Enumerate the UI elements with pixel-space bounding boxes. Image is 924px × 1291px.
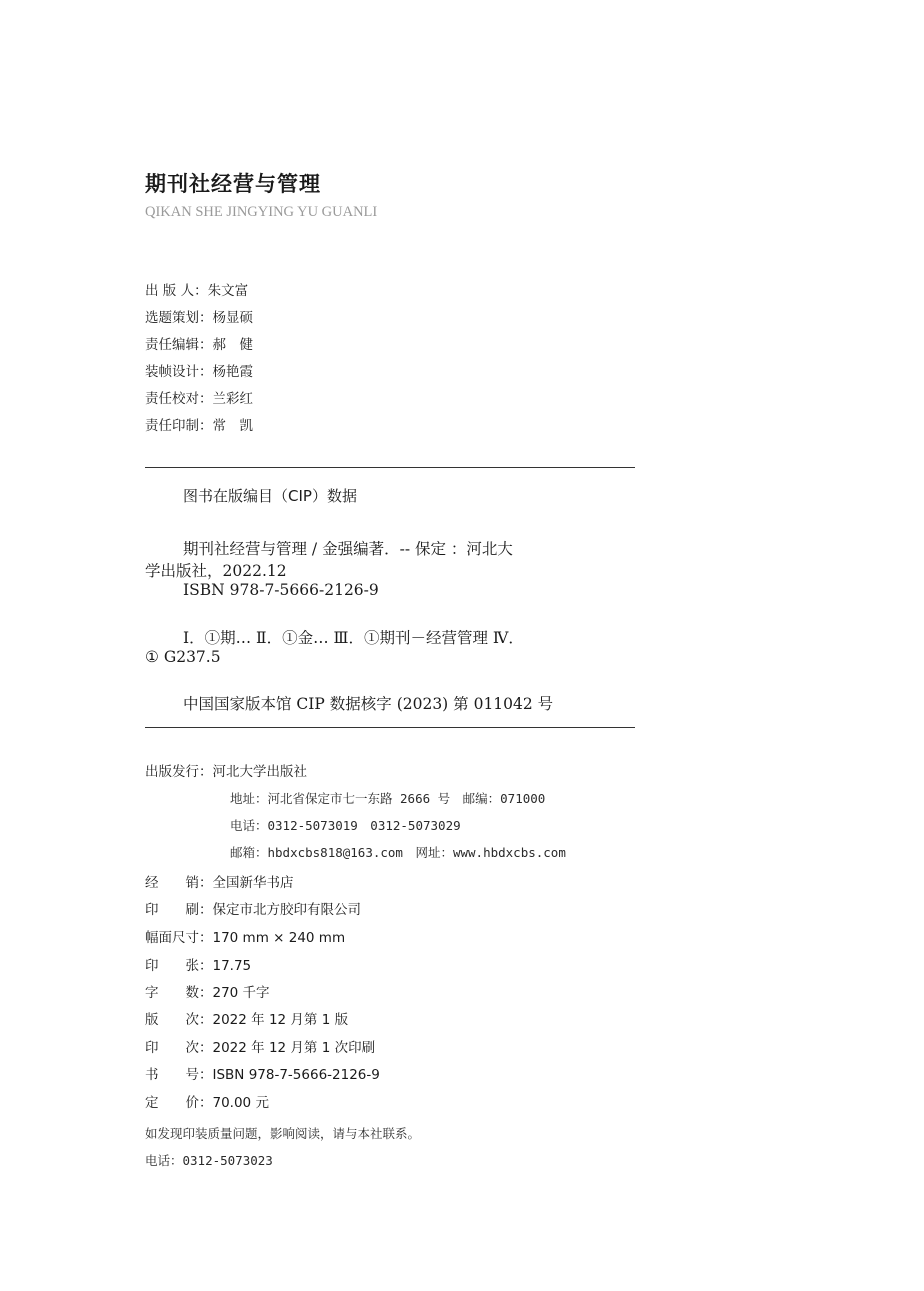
credit-editor: 责任编辑：郝 健 [145,337,253,353]
credit-printing: 责任印制：常 凯 [145,418,253,434]
credit-designer: 装帧设计：杨艳霞 [145,364,253,380]
cip-heading: 图书在版编目（CIP）数据 [183,487,357,505]
credit-proofreader: 责任校对：兰彩红 [145,391,253,407]
book-title-pinyin: QIKAN SHE JINGYING YU GUANLI [145,204,378,220]
cip-line-5: ① G237.5 [145,648,221,666]
cip-line-2: 学出版社，2022.12 [145,562,287,580]
cip-line-4: Ⅰ．①期… Ⅱ．①金… Ⅲ．①期刊－经营管理 Ⅳ． [183,629,524,647]
spec-printing: 印 次：2022 年 12 月第 1 次印刷 [145,1040,376,1056]
spec-price: 定 价：70.00 元 [145,1095,269,1111]
publisher-issuer: 出版发行：河北大学出版社 [145,764,307,780]
cip-top-divider [145,467,635,468]
spec-distributor: 经 销：全国新华书店 [145,875,294,891]
spec-format: 幅面尺寸：170 mm × 240 mm [145,930,346,946]
cip-line-1: 期刊社经营与管理 / 金强编著．-- 保定 ：河北大 [183,540,513,558]
spec-printer: 印 刷：保定市北方胶印有限公司 [145,902,361,918]
credit-publisher: 出 版 人：朱文富 [145,283,249,299]
cip-line-3: ISBN 978-7-5666-2126-9 [183,581,379,599]
cip-line-6: 中国国家版本馆 CIP 数据核字 (2023) 第 011042 号 [183,695,554,713]
book-title: 期刊社经营与管理 [145,171,321,196]
cip-bottom-divider [145,727,635,728]
quality-notice: 如发现印装质量问题，影响阅读，请与本社联系。 [145,1126,421,1141]
staff-credits [145,278,445,440]
publisher-email: 邮箱：hbdxcbs818@163.com 网址：www.hbdxcbs.com [230,845,566,860]
spec-sheets: 印 张：17.75 [145,958,252,974]
credit-planner: 选题策划：杨显硕 [145,310,253,326]
spec-isbn: 书 号：ISBN 978-7-5666-2126-9 [145,1067,380,1083]
spec-word-count: 字 数：270 千字 [145,985,270,1001]
contact-phone: 电话：0312-5073023 [145,1153,273,1168]
publisher-phone: 电话：0312-5073019 0312-5073029 [230,818,461,833]
publisher-address: 地址：河北省保定市七一东路 2666 号 邮编：071000 [230,791,546,806]
spec-edition: 版 次：2022 年 12 月第 1 版 [145,1012,349,1028]
